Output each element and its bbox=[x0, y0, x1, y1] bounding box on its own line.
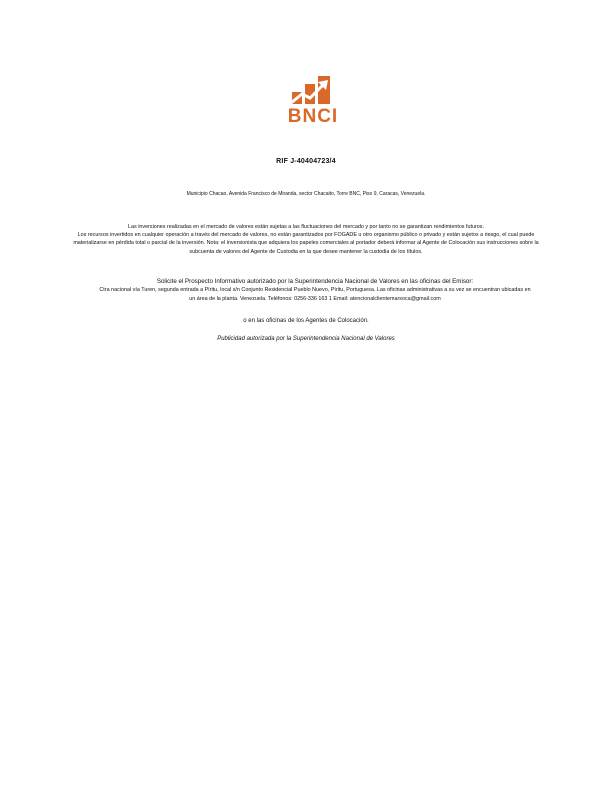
disclaimer-paragraph-2: Los recursos invertidos en cualquier operación a través del mercado de valores, no están garantizados por FOGADE u otro organismo público o privado y están sujetos a riesgo, el cual puede materializarse en pérdida total o parcial de la inversión. Nota: el inversionista que adquiera los papeles comerciales al portador deberá informar al Agente de Colocación sus instrucciones sobre la subcuenta de valores del Agente de Custodia en la que desee mantener la custodia de los títulos. bbox=[73, 232, 539, 255]
prospect-request-line: Solicite el Prospecto Informativo autorizado por la Superintendencia Nacional de Valores en las oficinas del Emisor: bbox=[156, 278, 474, 285]
bnci-logo bbox=[268, 72, 358, 130]
rif-number: RIF J-40404723/4 bbox=[276, 158, 336, 165]
placement-agents-note: o en las oficinas de los Agentes de Colocación. bbox=[243, 318, 369, 324]
issuer-address: Municipio Chacao, Avenida Francisco de Miranda, sector Chacaito, Torre BNC, Piso 9, Caracas, Venezuela. bbox=[186, 191, 426, 197]
svg-text:BNCI: BNCI bbox=[287, 106, 339, 127]
advertising-authorization: Publicidad autorizada por la Superintendencia Nacional de Valores bbox=[217, 336, 395, 342]
issuer-office-details: Ctra nacional vía Turen, segunda entrada a Píritu, local s/n Conjunto Residencial Pueblo Nuevo, Píritu, Portuguesa. Las oficinas administrativas a su vez se encuentran ubicadas en un área de la planta. Venezuela. Teléfonos: 0256-336 163 1 Email: atencionalclientemarsoca@gmail.com bbox=[99, 287, 531, 302]
prospect-info bbox=[96, 277, 534, 303]
risk-disclaimer bbox=[72, 223, 540, 256]
bnci-logo-mark bbox=[268, 72, 358, 130]
disclaimer-paragraph-1: Las inversiones realizadas en el mercado de valores están sujetas a las fluctuaciones del mercado y por tanto no se garantizan rendimientos futuros. bbox=[128, 224, 484, 230]
